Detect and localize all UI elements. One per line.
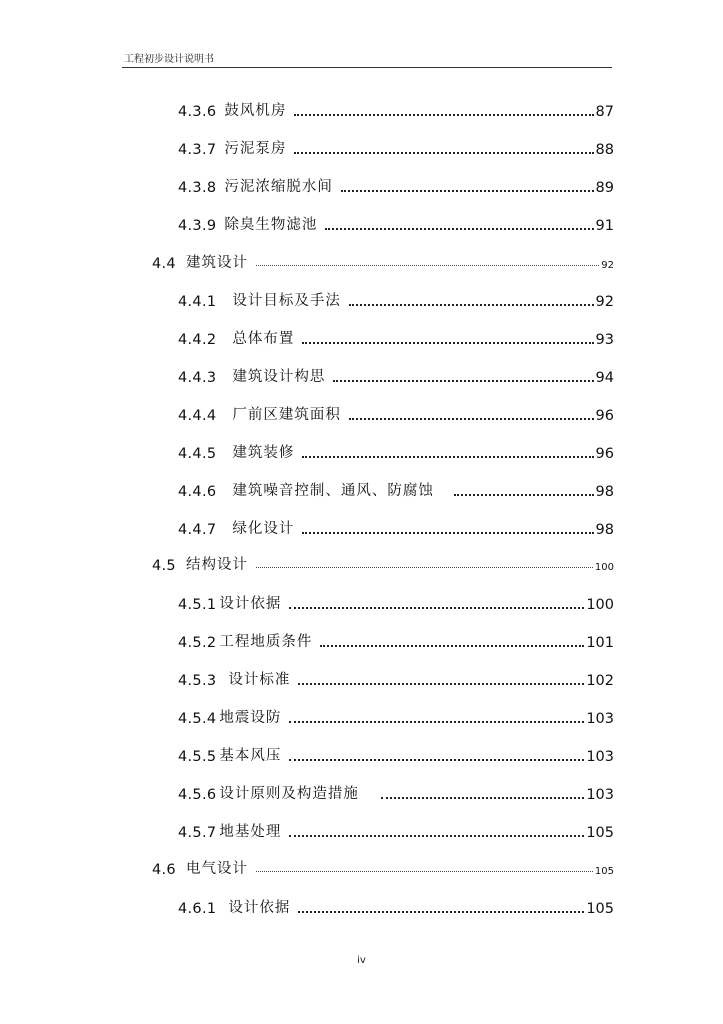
toc-leader: [349, 416, 594, 420]
toc-title: 设计依据: [219, 596, 282, 612]
toc-page-number: 105: [594, 866, 614, 877]
toc-page-number: 103: [586, 749, 614, 765]
toc-number: 4.4.5: [178, 446, 217, 462]
toc-entry[interactable]: [178, 514, 614, 538]
toc-entry[interactable]: [178, 476, 614, 500]
toc-page-number: 102: [586, 673, 614, 689]
toc-entry[interactable]: [178, 96, 614, 120]
toc-entry[interactable]: [178, 817, 614, 841]
toc-title: 鼓风机房: [224, 103, 287, 119]
toc-page-number: 103: [586, 711, 614, 727]
toc-number: 4.3.6: [178, 104, 217, 120]
toc-entry[interactable]: [178, 362, 614, 386]
toc-leader: [298, 681, 584, 685]
toc-title: 电气设计: [185, 861, 248, 877]
toc-leader: [294, 150, 593, 154]
toc-title: 厂前区建筑面积: [232, 407, 341, 423]
toc-number: 4.5.6: [178, 787, 217, 803]
toc-entry[interactable]: [178, 438, 614, 462]
toc-page-number: 103: [586, 787, 614, 803]
toc-number: 4.5.3: [178, 673, 217, 689]
toc-leader: [298, 909, 584, 913]
toc-page-number: 98: [595, 484, 614, 500]
toc-title: 污泥泵房: [224, 141, 287, 157]
toc-leader: [333, 378, 593, 382]
toc-title: 设计标准: [228, 672, 291, 688]
toc-page-number: 92: [595, 294, 614, 310]
toc-page-number: 91: [595, 218, 614, 234]
toc-leader: [302, 454, 593, 458]
toc-leader: [325, 226, 593, 230]
toc-section-entry[interactable]: [152, 854, 614, 878]
toc-page-number: 94: [595, 370, 614, 386]
toc-number: 4.4.2: [178, 332, 217, 348]
toc-page-number: 87: [595, 104, 614, 120]
toc-leader: [289, 757, 584, 761]
toc-page-number: 105: [586, 901, 614, 917]
toc-title: 设计原则及构造措施: [219, 786, 359, 802]
toc-entry[interactable]: [178, 286, 614, 310]
toc-title: 除臭生物滤池: [224, 217, 318, 233]
toc-title: 建筑设计: [185, 255, 248, 271]
toc-section-entry[interactable]: [152, 550, 614, 574]
toc-title: 结构设计: [185, 557, 248, 573]
toc-title: 建筑设计构思: [232, 369, 326, 385]
toc-number: 4.4.1: [178, 294, 217, 310]
toc-page-number: 100: [586, 597, 614, 613]
toc-number: 4.6.1: [178, 901, 217, 917]
toc-entry[interactable]: [178, 589, 614, 613]
toc-number: 4.4.4: [178, 408, 217, 424]
toc-page-number: 96: [595, 446, 614, 462]
toc-title: 基本风压: [219, 748, 282, 764]
toc-number: 4.5.7: [178, 825, 217, 841]
toc-number: 4.4.6: [178, 484, 217, 500]
toc-number: 4.3.7: [178, 142, 217, 158]
toc-title: 污泥浓缩脱水间: [224, 179, 333, 195]
toc-entry[interactable]: [178, 324, 614, 348]
toc-entry[interactable]: [178, 665, 614, 689]
toc-leader: [294, 112, 593, 116]
toc-entry[interactable]: [178, 779, 614, 803]
toc-page-number: 105: [586, 825, 614, 841]
toc-leader: [289, 719, 584, 723]
toc-leader: [256, 263, 599, 266]
toc-title: 绿化设计: [232, 521, 295, 537]
toc-leader: [302, 530, 593, 534]
toc-title: 建筑装修: [232, 445, 295, 461]
toc-leader: [341, 188, 594, 192]
toc-leader: [256, 869, 593, 872]
toc-page-number: 93: [595, 332, 614, 348]
toc-number: 4.4.7: [178, 522, 217, 538]
toc-number: 4.3.9: [178, 218, 217, 234]
toc-entry[interactable]: [178, 703, 614, 727]
toc-title: 总体布置: [232, 331, 295, 347]
toc-entry[interactable]: [178, 134, 614, 158]
toc-entry[interactable]: [178, 741, 614, 765]
toc-page-number: 96: [595, 408, 614, 424]
toc-page-number: 101: [586, 635, 614, 651]
toc-entry[interactable]: [178, 210, 614, 234]
toc-number: 4.4: [152, 256, 176, 272]
header-title: 工程初步设计说明书: [124, 54, 214, 65]
toc-number: 4.5: [152, 558, 176, 574]
toc-leader: [381, 795, 584, 799]
toc-leader: [349, 302, 594, 306]
toc-title: 建筑噪音控制、通风、防腐蚀: [232, 483, 434, 499]
toc-leader: [289, 605, 584, 609]
toc-title: 地震设防: [219, 710, 282, 726]
toc-title: 设计目标及手法: [232, 293, 341, 309]
toc-number: 4.6: [152, 862, 176, 878]
toc-entry[interactable]: [178, 893, 614, 917]
toc-leader: [320, 643, 584, 647]
toc-section-entry[interactable]: [152, 248, 614, 272]
toc-number: 4.5.1: [178, 597, 217, 613]
toc-entry[interactable]: [178, 400, 614, 424]
toc-number: 4.5.2: [178, 635, 217, 651]
toc-entry[interactable]: [178, 172, 614, 196]
toc-leader: [454, 492, 594, 496]
toc-leader: [289, 833, 584, 837]
toc-leader: [256, 565, 593, 568]
toc-entry[interactable]: [178, 627, 614, 651]
toc-title: 设计依据: [228, 900, 291, 916]
page-footer-number: iv: [357, 955, 366, 966]
toc-number: 4.4.3: [178, 370, 217, 386]
toc-number: 4.3.8: [178, 180, 217, 196]
toc-page-number: 100: [594, 562, 614, 573]
toc-page-number: 89: [595, 180, 614, 196]
toc-number: 4.5.5: [178, 749, 217, 765]
toc-leader: [302, 340, 593, 344]
toc-title: 工程地质条件: [219, 634, 313, 650]
toc-number: 4.5.4: [178, 711, 217, 727]
toc-title: 地基处理: [219, 824, 282, 840]
toc-page-number: 98: [595, 522, 614, 538]
toc-page-number: 88: [595, 142, 614, 158]
toc-page-number: 92: [601, 260, 614, 271]
